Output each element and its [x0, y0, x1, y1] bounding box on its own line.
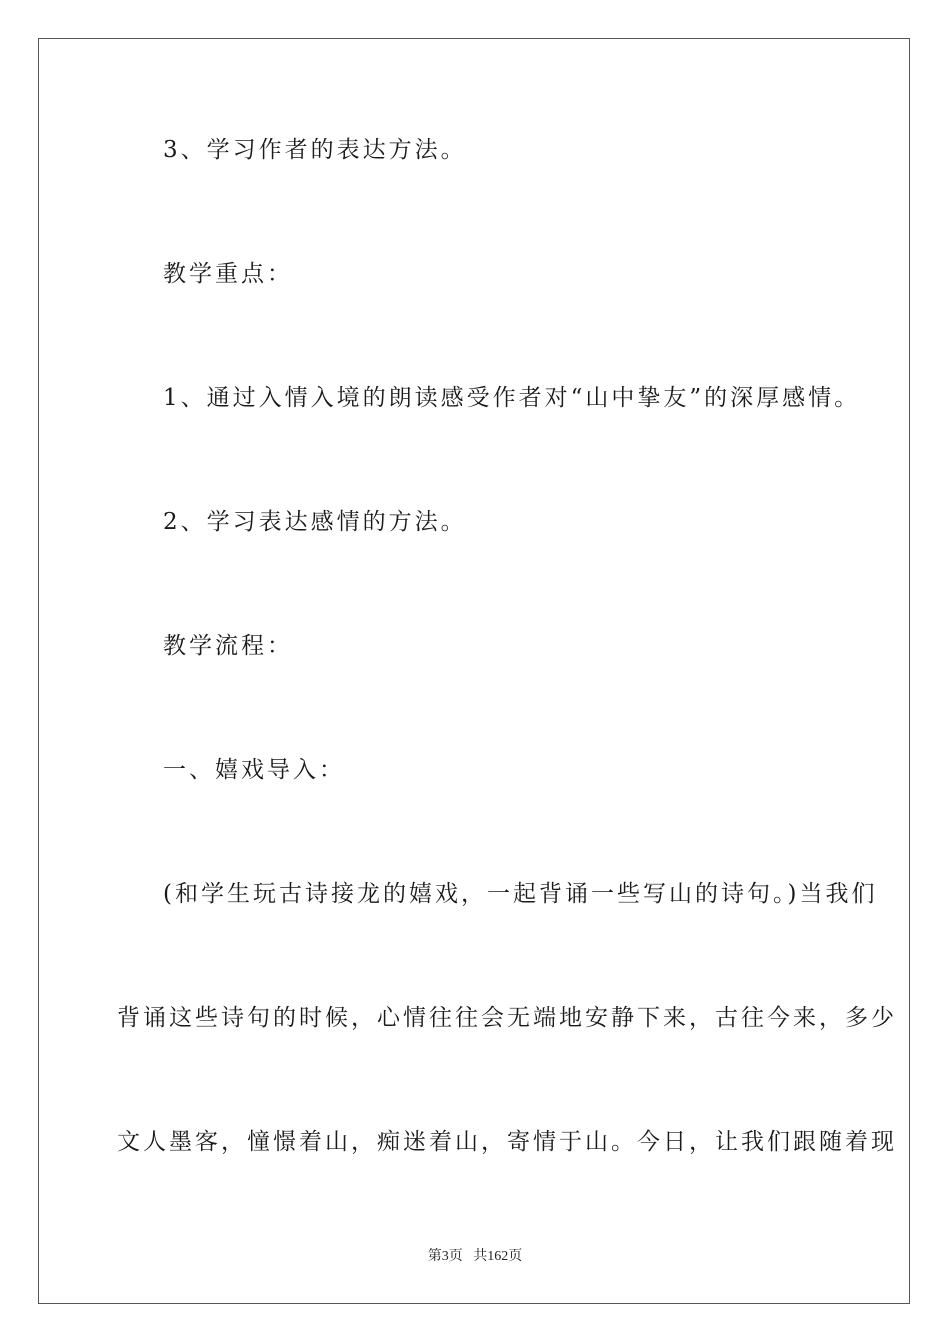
paragraph-line: 2、学习表达感情的方法。: [163, 509, 467, 535]
page-border: [38, 38, 910, 1304]
paragraph-line: 文人墨客，憧憬着山，痴迷着山，寄情于山。今日，让我们跟随着现: [117, 1129, 897, 1155]
paragraph-line: 3、学习作者的表达方法。: [163, 137, 467, 163]
section-heading-key-points: 教学重点：: [163, 261, 293, 287]
section-heading-intro: 一、嬉戏导入：: [163, 757, 345, 783]
paragraph-line: (和学生玩古诗接龙的嬉戏，一起背诵一些写山的诗句。)当我们: [163, 881, 878, 907]
page-footer: [0, 1247, 950, 1267]
section-heading-process: 教学流程：: [163, 633, 293, 659]
page-total: 共162页: [473, 1249, 523, 1264]
paragraph-line: 背诵这些诗句的时候，心情往往会无端地安静下来，古往今来，多少: [117, 1005, 897, 1031]
page-number: 第3页: [427, 1249, 463, 1264]
paragraph-line: 1、通过入情入境的朗读感受作者对“山中挚友”的深厚感情。: [163, 385, 861, 411]
